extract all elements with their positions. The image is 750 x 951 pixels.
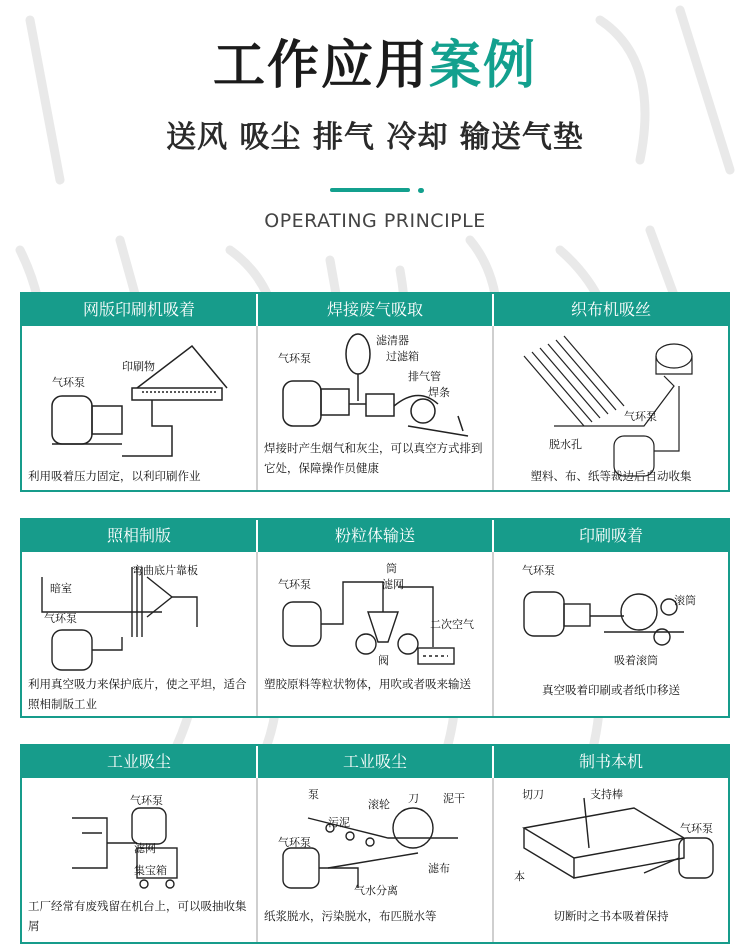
label: 气环泵 [522,564,555,577]
application-row-3 [20,744,730,944]
label: 泵 [308,788,319,801]
panel-title: 粉粒体输送 [258,520,494,552]
page-subtitle: 送风 吸尘 排气 冷却 输送气垫 [166,120,584,155]
panel-caption: 真空吸着印刷或者纸巾移送 [542,683,680,697]
panel-photo-plate [22,552,258,716]
label: 刀 [408,792,419,805]
label: 气水分离 [354,884,398,897]
label: 支持棒 [590,788,623,801]
label: 滚筒 [674,594,696,607]
panel-industrial-dust-2 [258,778,494,942]
row-2-header [22,520,728,552]
label: 泥干 [443,792,465,805]
label: 本 [514,870,525,883]
label: 筒 [386,562,397,575]
label: 滤网 [134,842,156,855]
panel-caption: 利用真空吸力来保护底片，使之平坦，适合照相制版工业 [28,677,247,711]
panel-loom-suction [494,326,728,490]
label: 气环泵 [624,410,657,423]
label: 气环泵 [278,352,311,365]
application-row-1 [20,292,730,492]
title-accent: 案例 [429,36,538,96]
panel-title: 焊接废气吸取 [258,294,494,326]
panel-print-suction [494,552,728,716]
panel-bookmaking [494,778,728,942]
panel-title: 工业吸尘 [22,746,258,778]
panel-caption: 工厂经常有废残留在机台上，可以吸抽收集屑 [28,899,247,933]
divider-line [330,188,410,192]
label: 阀 [378,654,389,667]
panel-caption: 切断时之书本吸着保持 [553,909,669,923]
label: 暗室 [50,582,72,595]
page-title [0,34,750,98]
label: 污泥 [328,816,350,829]
label: 滤网 [382,578,404,591]
label: 排气管 [408,370,441,383]
panel-caption: 纸浆脱水，污染脱水，布匹脱水等 [264,909,437,923]
section-label: OPERATING PRINCIPLE [264,210,486,232]
label: 切刀 [522,788,544,801]
label: 气环泵 [44,612,77,625]
panel-title: 网版印刷机吸着 [22,294,258,326]
row-1-header [22,294,728,326]
panel-title: 织布机吸丝 [570,300,651,319]
label: 过滤箱 [386,350,419,363]
panel-title: 印刷吸着 [578,526,643,545]
panel-caption: 焊接时产生烟气和灰尘，可以真空方式排到它处，保障操作员健康 [264,441,483,475]
panel-powder-conveying [258,552,494,716]
panel-welding-fume [258,326,494,490]
panel-industrial-dust-1 [22,778,258,942]
label: 吸着滚筒 [614,654,658,667]
label: 滚轮 [368,798,390,811]
label: 气环泵 [278,578,311,591]
label: 二次空气 [430,618,474,631]
label: 脱水孔 [549,438,582,451]
panel-title: 工业吸尘 [258,746,494,778]
panel-caption: 塑胶原料等粒状物体，用吹或者吸来输送 [264,677,471,691]
label: 气环泵 [52,376,85,389]
divider-dot [418,188,424,193]
title-main: 工作应用 [212,36,429,96]
panel-title: 照相制版 [22,520,258,552]
label: 弯曲底片靠板 [132,564,198,577]
label: 印刷物 [122,360,155,373]
label: 气环泵 [680,822,713,835]
panel-caption: 利用吸着压力固定，以利印刷作业 [28,469,201,483]
label: 滤布 [428,862,450,875]
label: 气环泵 [278,836,311,849]
label: 集宝箱 [134,864,167,877]
panel-title: 制书本机 [578,752,643,771]
label: 滤清器 [376,334,409,347]
label: 焊条 [428,386,450,399]
panel-screen-printing [22,326,258,490]
label: 气环泵 [130,794,163,807]
row-3-header [22,746,728,778]
panel-caption: 塑料、布、纸等裁边后自动收集 [530,469,692,483]
application-row-2 [20,518,730,718]
